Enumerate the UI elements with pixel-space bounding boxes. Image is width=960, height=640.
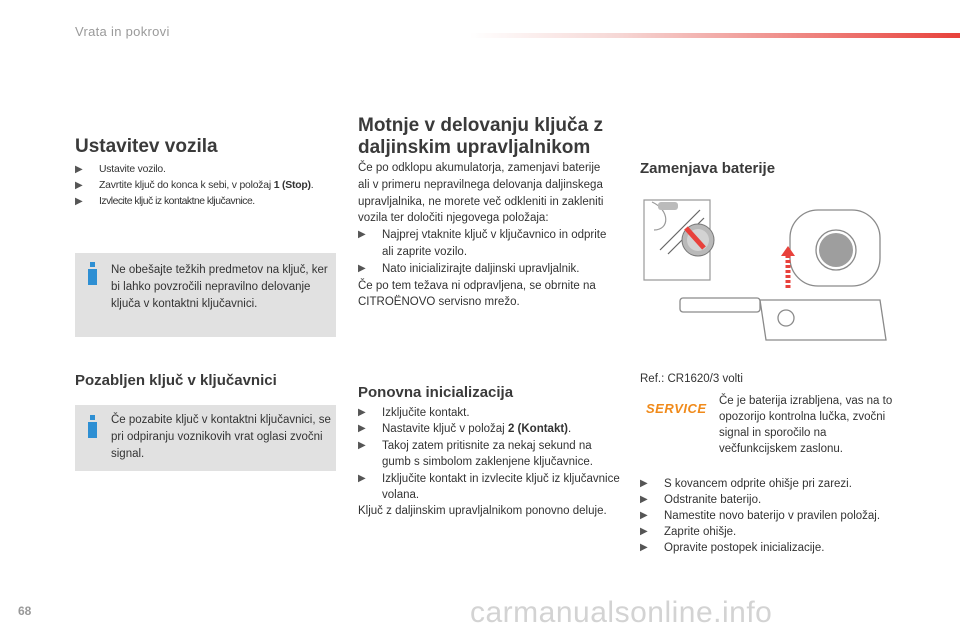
outro-text: Če po tem težava ni odpravljena, se obrnite na CITROËNOVO servisno mrežo. bbox=[358, 279, 596, 309]
list-item: ▶ Opravite postopek inicializacije. bbox=[640, 542, 825, 554]
reinit-list bbox=[358, 405, 620, 503]
watermark: carmanualsonline.info bbox=[470, 596, 773, 629]
section-header: Vrata in pokrovi bbox=[75, 24, 170, 39]
info-text: Če pozabite ključ v kontaktni ključavnici, se pri odpiranju voznikovih vrat oglasi zvočni signal. bbox=[111, 414, 331, 460]
arrow-bullet-icon: ▶ bbox=[640, 526, 648, 537]
info-icon bbox=[85, 415, 99, 439]
list-item: ▶ Takoj zatem pritisnite za nekaj sekund na gumb s simbolom zaklenjene ključavnice. bbox=[358, 439, 593, 469]
info-box-forgotten-key bbox=[75, 405, 336, 471]
header-accent-bar bbox=[470, 33, 960, 38]
list-item: ▶ Izvlecite ključ iz kontaktne ključavnice. bbox=[75, 194, 335, 210]
service-warning-icon: SERVICE bbox=[646, 401, 707, 416]
arrow-bullet-icon: ▶ bbox=[358, 423, 366, 435]
arrow-bullet-icon: ▶ bbox=[640, 542, 648, 553]
remote-malfunction-title: Motnje v delovanju ključa z daljinskim upravljalnikom bbox=[358, 115, 603, 158]
info-icon bbox=[85, 262, 99, 286]
key-blade-small bbox=[658, 202, 678, 210]
arrow-bullet-icon: ▶ bbox=[75, 196, 83, 207]
stop-vehicle-title: Ustavitev vozila bbox=[75, 136, 218, 157]
arrow-bullet-icon: ▶ bbox=[640, 510, 648, 521]
list-item: ▶ Zavrtite ključ do konca k sebi, v položaj 1 (Stop). bbox=[75, 178, 335, 194]
arrow-bullet-icon: ▶ bbox=[358, 439, 366, 451]
key-fob-open bbox=[680, 210, 886, 340]
arrow-bullet-icon: ▶ bbox=[640, 494, 648, 505]
arrow-bullet-icon: ▶ bbox=[358, 229, 366, 241]
list-item: ▶ Izključite kontakt in izvlecite ključ iz ključavnice volana. bbox=[358, 472, 620, 502]
list-item: ▶ Namestite novo baterijo v pravilen položaj. bbox=[640, 510, 881, 522]
reinit-title: Ponovna inicializacija bbox=[358, 384, 514, 401]
info-box-heavy-objects bbox=[75, 253, 336, 337]
battery-ref: Ref.: CR1620/3 volti bbox=[640, 373, 743, 385]
battery-cell-icon bbox=[819, 233, 853, 267]
list-item: ▶ Nastavite ključ v položaj 2 (Kontakt). bbox=[358, 421, 620, 437]
arrow-bullet-icon: ▶ bbox=[640, 478, 648, 489]
key-battery-illustration bbox=[640, 190, 900, 360]
page-number: 68 bbox=[18, 604, 32, 618]
info-text: Ne obešajte težkih predmetov na ključ, ker bi lahko povzročili nepravilno delovanje ključa v kontaktni ključavnici. bbox=[111, 264, 328, 310]
arrow-bullet-icon: ▶ bbox=[75, 164, 83, 175]
arrow-bullet-icon: ▶ bbox=[358, 472, 366, 484]
list-item: ▶ Izključite kontakt. bbox=[358, 405, 620, 421]
intro-text: Če po odklopu akumulatorja, zamenjavi baterije ali v primeru nepravilnega delovanja daljinskega upravljalnika, ne morete več odkleniti in zakleniti vozila ter določiti njegovega položaja: bbox=[358, 162, 604, 225]
list-item: ▶ S kovancem odprite ohišje pri zarezi. bbox=[640, 478, 852, 490]
list-item: ▶ Najprej vtaknite ključ v ključavnico in odprite ali zaprite vozilo. bbox=[358, 229, 607, 258]
reinit-body bbox=[358, 405, 620, 520]
list-item: ▶ Zaprite ohišje. bbox=[640, 526, 737, 538]
outro-text: Ključ z daljinskim upravljalnikom ponovno deluje. bbox=[358, 505, 607, 518]
arrow-bullet-icon: ▶ bbox=[358, 262, 366, 274]
stop-vehicle-list bbox=[75, 162, 335, 210]
list-item: ▶ Nato inicializirajte daljinski upravljalnik. bbox=[358, 261, 613, 278]
list-item: ▶ Odstranite baterijo. bbox=[640, 494, 762, 506]
battery-steps-list bbox=[640, 476, 910, 556]
forgotten-key-title: Pozabljen ključ v ključavnici bbox=[75, 372, 277, 389]
battery-title: Zamenjava baterije bbox=[640, 160, 776, 177]
arrow-bullet-icon: ▶ bbox=[358, 407, 366, 418]
service-text: Če je baterija izrabljena, vas na to opozorijo kontrolna lučka, zvočni signal in sporočilo na večfunkcijskem zaslonu. bbox=[719, 395, 893, 455]
arrow-bullet-icon: ▶ bbox=[75, 180, 83, 191]
list-item: ▶ Ustavite vozilo. bbox=[75, 162, 335, 178]
remote-malfunction-body bbox=[358, 160, 613, 311]
remote-malfunction-list bbox=[358, 227, 613, 277]
